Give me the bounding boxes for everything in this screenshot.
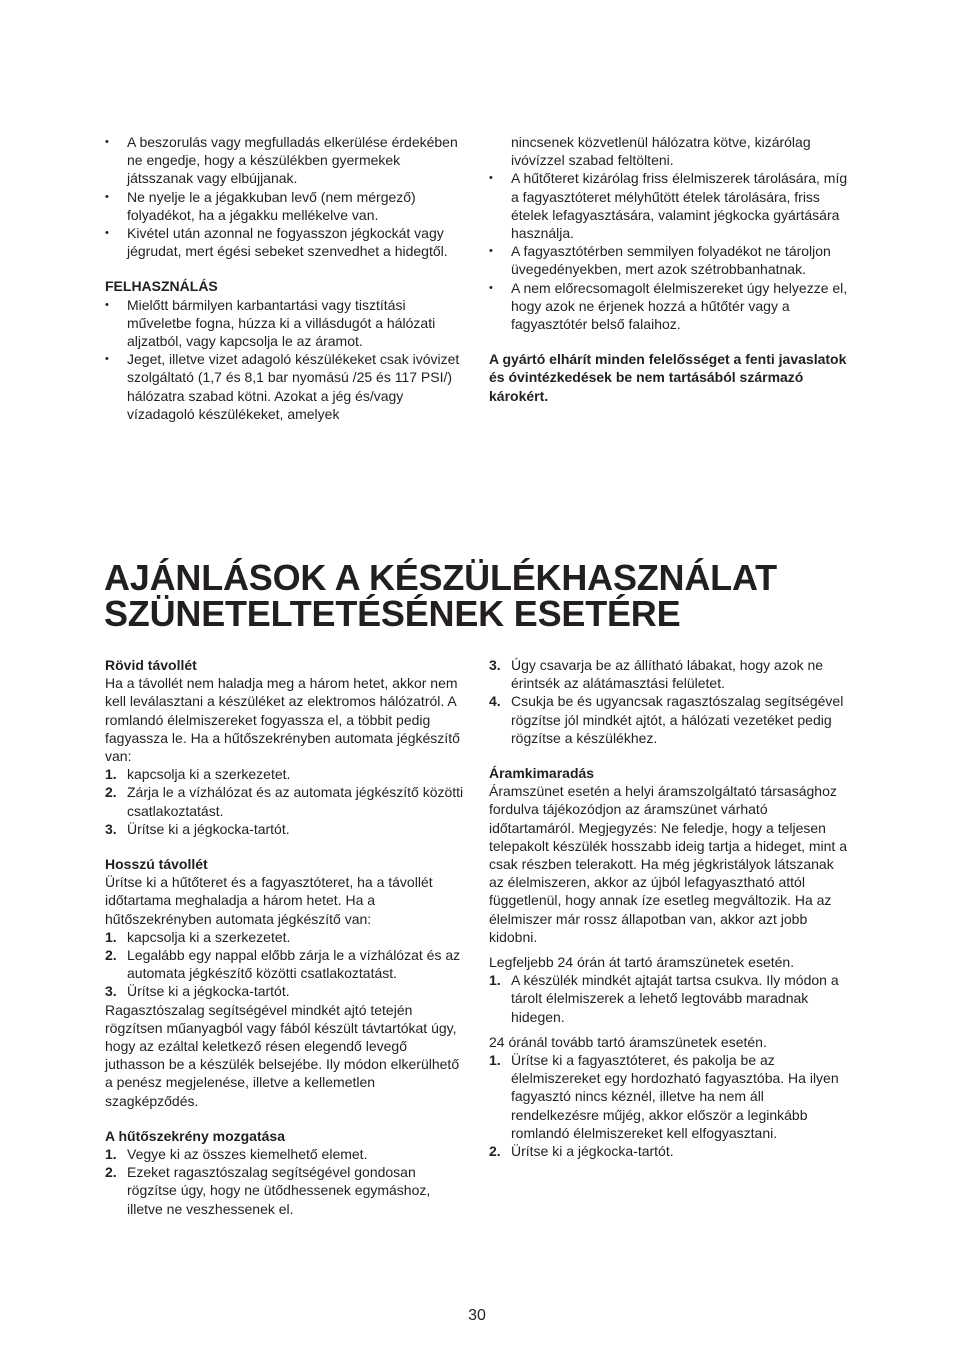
step-item — [105, 982, 467, 1000]
bullet-item: • Jeget, illetve vizet adagoló készülékeket csak ivóvizet szolgáltató (1,7 és 8,1 bar nyomású /25 és 117 PSI/) hálózatra szabad kötni. Azokat a jég és/vagy vízadagoló készülékeket, amelyek — [105, 350, 467, 423]
title-line-2: SZÜNETELTETÉSÉNEK ESETÉRE — [104, 593, 681, 634]
step-item — [489, 1051, 851, 1142]
section-heading-usage: FELHASZNÁLÁS — [105, 278, 218, 295]
usage-bullet-list-continued — [489, 133, 851, 333]
heading-short-absence: Rövid távollét — [105, 657, 197, 673]
step-item — [105, 1163, 467, 1218]
step-text: kapcsolja ki a szerkezetet. — [127, 928, 291, 945]
page-title — [104, 557, 884, 634]
step-text: Ürítse ki a jégkocka-tartót. — [127, 820, 290, 837]
step-item — [489, 692, 851, 747]
step-number: 1. — [105, 766, 117, 783]
short-absence-steps — [105, 765, 467, 838]
step-item — [489, 656, 851, 692]
step-number: 3. — [489, 657, 501, 673]
heading-moving: A hűtőszekrény mozgatása — [105, 1127, 285, 1144]
heading-long-absence: Hosszú távollét — [105, 856, 208, 873]
long-absence-intro: Ürítse ki a hűtőteret és a fagyasztóteret, ha a távollét időtartama meghaladja a három hetet. Ha a hűtőszekrényben automata jégkészítő van: — [105, 874, 433, 927]
step-item — [105, 1145, 467, 1163]
step-number: 2. — [489, 1143, 501, 1160]
bullet-continuation: nincsenek közvetlenül hálózatra kötve, kizárólag ivóvízzel szabad feltölteni. — [511, 134, 811, 169]
heading-power-outage: Áramkimaradás — [489, 765, 595, 782]
step-text: Ezeket ragasztószalag segítségével gondosan rögzítse úgy, hogy ne ütődhessenek egymáshoz, illetve ne veszhessenek el. — [127, 1164, 431, 1217]
step-text: Ürítse ki a jégkocka-tartót. — [511, 1143, 674, 1160]
step-number: 1. — [105, 928, 117, 945]
step-item — [105, 820, 467, 838]
step-number: 1. — [489, 972, 501, 989]
bullet-item: • Ne nyelje le a jégakkuban levő (nem mérgező) folyadékot, ha a jégakku mellékelve van. — [105, 188, 467, 224]
bullet-item: • Mielőtt bármilyen karbantartási vagy tisztítási műveletbe fogna, húzza ki a villásdugót a hálózati aljzatból, vagy kapcsolja le az áramot. — [105, 296, 467, 351]
step-text: Úgy csavarja be az állítható lábakat, hogy azok ne érintsék az alátámasztási felületet. — [511, 657, 824, 692]
long-outage-steps — [489, 1051, 851, 1160]
power-outage-intro: Áramszünet esetén a helyi áramszolgáltató társasághoz fordulva tájékozódjon az áramszünet várható időtartamáról. Megjegyzés: Ne feledje, hogy a teljesen telepakolt készülék hosszabb ideig tartja a hideget, mint a csak részben telerakott. Ha még jégkristályok látszanak az élelmiszeren, akkor az újból lefagyasztható attól függetlenül, hogy annak íze esetleg megváltozik. Ha az élelmiszer már rossz állapotban van, akkor azt jobb kidobni. — [489, 783, 847, 945]
step-text: Csukja be és ugyancsak ragasztószalag segítségével rögzítse jól mindkét ajtót, a hálózati vezetéket pedig rögzítse a készülékhez. — [511, 693, 844, 746]
step-item — [105, 928, 467, 946]
title-line-1: AJÁNLÁSOK A KÉSZÜLÉKHASZNÁLAT — [104, 557, 777, 598]
bullet-item: • A hűtőteret kizárólag friss élelmiszerek tárolására, míg a fagyasztóteret mélyhűtött ételek tárolására, friss ételek lefagyasztására, valamint jégkocka gyártására használja. — [489, 169, 851, 242]
step-text: kapcsolja ki a szerkezetet. — [127, 766, 291, 783]
bullet-item: • A fagyasztótérben semmilyen folyadékot ne tároljon üvegedényekben, mert azok szétrobbanhatnak. — [489, 242, 851, 278]
safety-bullet-list — [105, 133, 467, 260]
long-absence-steps — [105, 928, 467, 1001]
manufacturer-disclaimer: A gyártó elhárít minden felelősséget a fenti javaslatok és óvintézkedések be nem tartásából származó károkért. — [489, 351, 847, 404]
step-number: 1. — [489, 1052, 501, 1069]
moving-steps — [105, 1145, 467, 1218]
bullet-item: • A nem előrecsomagolt élelmiszereket úgy helyezze el, hogy azok ne érjenek hozzá a hűtőtér vagy a fagyasztótér belső falaihoz. — [489, 279, 851, 334]
top-right-column — [489, 133, 851, 405]
step-text: Vegye ki az összes kiemelhető elemet. — [127, 1146, 368, 1163]
long-outage-label: 24 óránál tovább tartó áramszünetek esetén. — [489, 1033, 767, 1050]
step-item — [489, 971, 851, 1026]
step-number: 2. — [105, 947, 117, 964]
top-left-column — [105, 133, 467, 423]
bullet-item: • A beszorulás vagy megfulladás elkerülése érdekében ne engedje, hogy a készülékben gyermekek játsszanak vagy elbújjanak. — [105, 133, 467, 188]
moving-steps-continued — [489, 656, 851, 747]
step-number: 4. — [489, 693, 501, 710]
short-outage-label: Legfeljebb 24 órán át tartó áramszünetek esetén. — [489, 954, 795, 971]
step-item — [105, 783, 467, 819]
step-text: Ürítse ki a jégkocka-tartót. — [127, 983, 290, 1000]
bottom-right-column — [489, 656, 851, 1160]
step-item — [105, 946, 467, 982]
bottom-left-column — [105, 656, 467, 1218]
step-number: 3. — [105, 983, 117, 1000]
step-text: Legalább egy nappal előbb zárja le a vízhálózat és az automata jégkészítő közötti csatlakoztatást. — [127, 947, 461, 982]
step-number: 2. — [105, 1164, 117, 1181]
step-number: 2. — [105, 784, 117, 801]
short-absence-intro: Ha a távollét nem haladja meg a három hetet, akkor nem kell leválasztani a készüléket az elektromos hálózatról. A romlandó élelmiszereket fogyassza el, a többit pedig fagyassza le. Ha a hűtőszekrényben automata jégkészítő van: — [105, 675, 460, 765]
step-item — [489, 1142, 851, 1160]
long-absence-outro: Ragasztószalag segítségével mindkét ajtó tetején rögzítsen műanyagból vagy fából készült távtartókat úgy, hogy az ezáltal keletkező résen elegendő levegő juthasson be a készülék belsejébe. Ily módon elkerülhető a penész megjelenése, illetve a kellemetlen szagképződés. — [105, 1001, 460, 1109]
bullet-item: • Kivétel után azonnal ne fogyasszon jégkockát vagy jégrudat, mert égési sebeket szenvedhet a hidegtől. — [105, 224, 467, 260]
step-number: 1. — [105, 1146, 117, 1163]
step-text: Zárja le a vízhálózat és az automata jégkészítő közötti csatlakoztatást. — [127, 784, 464, 819]
step-number: 3. — [105, 820, 117, 837]
usage-bullet-list — [105, 296, 467, 423]
short-outage-steps — [489, 971, 851, 1026]
step-text: Ürítse ki a fagyasztóteret, és pakolja be az élelmiszereket egy hordozható fagyasztóba. Ha ilyen fagyasztó nincs kéznél, illetve ha nem áll rendelkezésre műjég, akkor először a leginkább romlandó élelmiszereket kell elfogyasztani. — [511, 1052, 839, 1141]
step-item — [105, 765, 467, 783]
step-text: A készülék mindkét ajtaját tartsa csukva. Ily módon a tárolt élelmiszerek a lehető legtovább maradnak hidegen. — [511, 972, 839, 1025]
page-number: 30 — [468, 1307, 486, 1324]
